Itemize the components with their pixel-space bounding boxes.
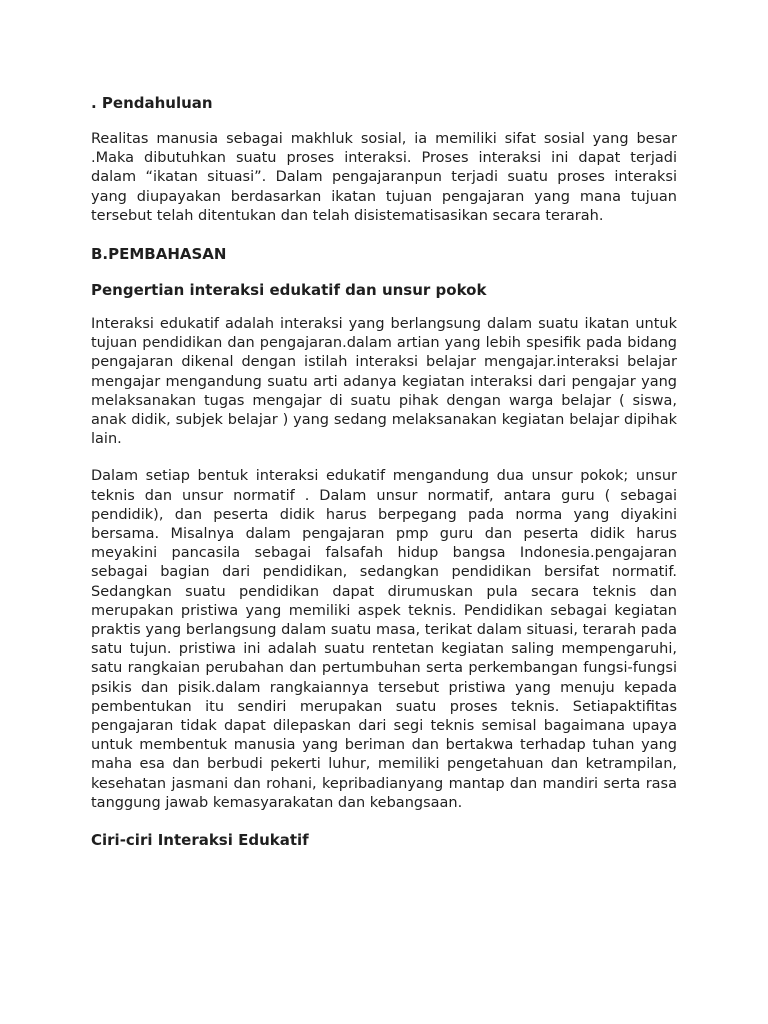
paragraph-interaksi-edukatif: Interaksi edukatif adalah interaksi yang berlangsung dalam suatu ikatan untuk tujuan pendidikan dan pengajaran.dalam artian yang lebih spesifik pada bidang pengajaran dikenal dengan istilah interaksi belajar mengajar.interaksi belajar mengajar mengandung suatu arti adanya kegiatan interaksi dari pengajar yang melaksanakan tugas mengajar di suatu pihak dengan warga belajar ( siswa, anak didik, subjek belajar ) yang sedang melaksanakan kegiatan belajar dipihak lain. [91, 316, 677, 448]
subsection-heading-ciri-ciri: Ciri-ciri Interaksi Edukatif [91, 831, 309, 850]
paragraph-unsur-pokok: Dalam setiap bentuk interaksi edukatif mengandung dua unsur pokok; unsur teknis dan unsur normatif . Dalam unsur normatif, antara guru ( sebagai pendidik), dan peserta didik harus berpegang pada norma yang diyakini bersama. Misalnya dalam pengajaran pmp guru dan peserta didik harus meyakini pancasila sebagai falsafah hidup bangsa Indonesia.pengajaran sebagai bagian dari pendidikan, sedangkan pendidikan bersifat normatif. Sedangkan suatu pendidikan dapat dirumuskan pula secara teknis dan merupakan pristiwa yang memiliki aspek teknis. Pendidikan sebagai kegiatan praktis yang berlangsung dalam suatu masa, terikat dalam situasi, terarah pada satu tujun. pristiwa ini adalah suatu rentetan kegiatan saling mempengaruhi, satu rangkaian perubahan dan pertumbuhan serta perkembangan fungsi-fungsi psikis dan pisik.dalam rangkaiannya tersebut pristiwa yang menuju kepada pembentukan itu sendiri merupakan suatu proses teknis. Setiapaktifitas pengajaran tidak dapat dilepaskan dari segi teknis semisal bagaimana upaya untuk membentuk manusia yang beriman dan bertakwa terhadap tuhan yang maha esa dan berbudi pekerti luhur, memiliki pengetahuan dan ketrampilan, kesehatan jasmani dan rohani, kepribadianyang mantap dan mandiri serta rasa tanggung jawab kemasyarakatan dan kebangsaan. [91, 468, 677, 811]
section-heading-pembahasan: B.PEMBAHASAN [91, 245, 227, 264]
subsection-heading-pengertian: Pengertian interaksi edukatif dan unsur pokok [91, 281, 487, 300]
intro-paragraph: Realitas manusia sebagai makhluk sosial, ia memiliki sifat sosial yang besar .Maka dibutuhkan suatu proses interaksi. Proses interaksi ini dapat terjadi dalam “ikatan situasi”. Dalam pengajaranpun terjadi suatu proses interaksi yang diupayakan berdasarkan ikatan tujuan pengajaran yang mana tujuan tersebut telah ditentukan dan telah disistematisasikan secara terarah. [91, 131, 677, 224]
document-page [91, 94, 677, 850]
intro-heading: . Pendahuluan [91, 94, 213, 112]
